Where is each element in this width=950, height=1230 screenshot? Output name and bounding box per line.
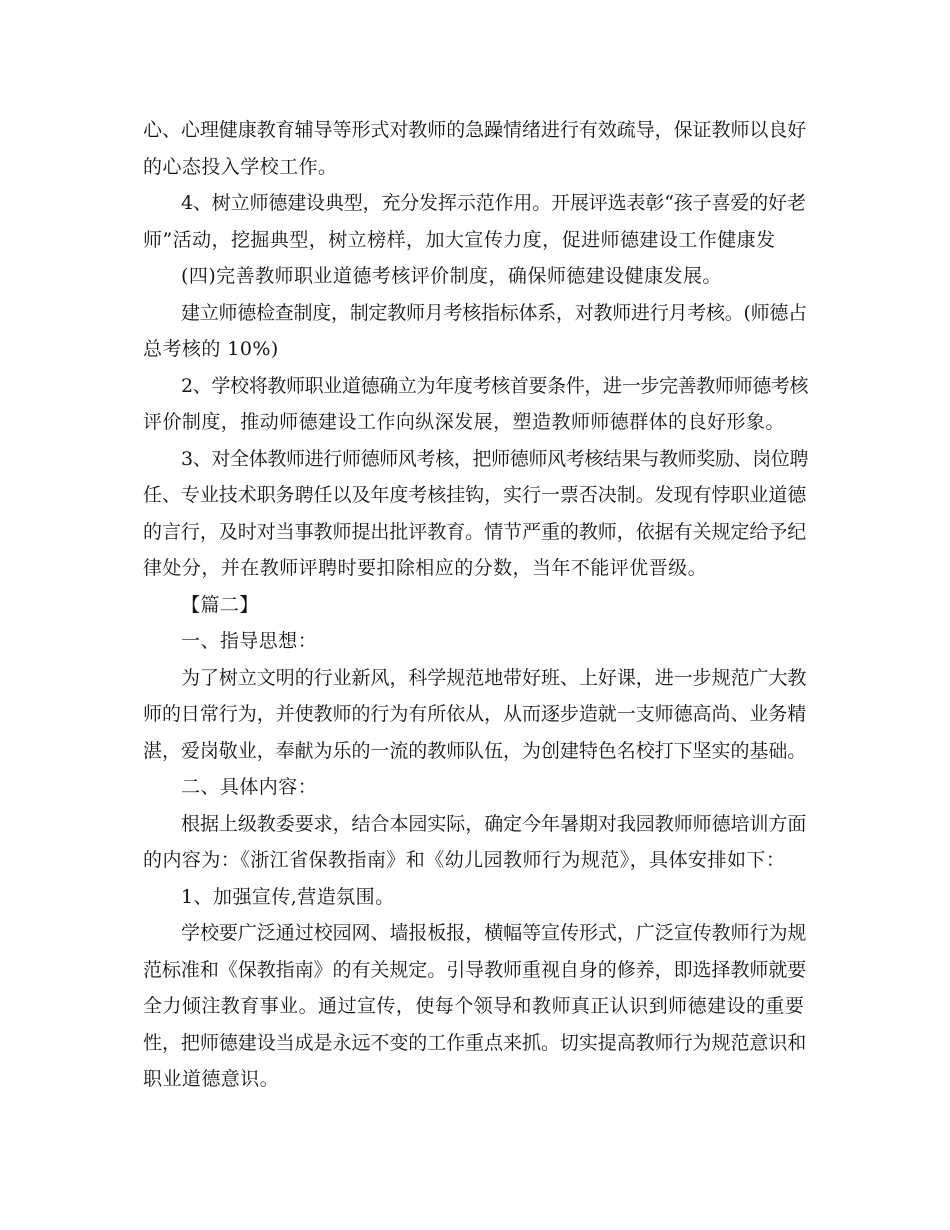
text-line: 为了树立文明的行业新风，科学规范地带好班、上好课，进一步规范广大教 bbox=[181, 666, 807, 689]
text-line: 职业道德意识。 bbox=[143, 1068, 280, 1090]
text-line: 一、指导思想： bbox=[181, 630, 318, 652]
text-line: 总考核的 10%) bbox=[143, 338, 279, 360]
text-line: 范标准和《保教指南》的有关规定。引导教师重视自身的修养，即选择教师就要 bbox=[143, 958, 807, 981]
text-line: 【篇二】 bbox=[181, 593, 259, 616]
text-line: 性，把师德建设当成是永远不变的工作重点来抓。切实提高教师行为规范意识和 bbox=[143, 1031, 807, 1054]
text-line: 任、专业技术职务聘任以及年度考核挂钩，实行一票否决制。发现有悖职业道德 bbox=[143, 484, 807, 506]
text-line: 评价制度，推动师德建设工作向纵深发展，塑造教师师德群体的良好形象。 bbox=[143, 411, 785, 433]
text-line: 二、具体内容： bbox=[181, 776, 318, 798]
text-line: 全力倾注教育事业。通过宣传，使每个领导和教师真正认识到师德建设的重要 bbox=[143, 995, 805, 1017]
text-line: 的言行，及时对当事教师提出批评教育。情节严重的教师，依据有关规定给予纪 bbox=[143, 520, 807, 543]
text-line: 师”活动，挖掘典型，树立榜样，加大宣传力度，促进师德建设工作健康发 bbox=[143, 228, 776, 251]
text-line: 师的日常行为，并使教师的行为有所依从，从而逐步造就一支师德高尚、业务精 bbox=[143, 703, 807, 725]
text-line: 根据上级教委要求，结合本园实际，确定今年暑期对我园教师师德培训方面 bbox=[181, 812, 807, 835]
document-text-body bbox=[143, 112, 808, 1098]
text-line: 律处分，并在教师评聘时要扣除相应的分数，当年不能评优晋级。 bbox=[143, 557, 708, 579]
text-line: 的内容为：《浙江省保教指南》和《幼儿园教师行为规范》，具体安排如下： bbox=[143, 849, 786, 871]
text-line: 学校要广泛通过校园网、墙报板报，横幅等宣传形式，广泛宣传教师行为规 bbox=[181, 922, 807, 944]
text-line: 建立师德检查制度，制定教师月考核指标体系，对教师进行月考核。(师德占 bbox=[181, 301, 807, 324]
text-line: (四)完善教师职业道德考核评价制度，确保师德建设健康发展。 bbox=[181, 265, 722, 287]
text-line: 的心态投入学校工作。 bbox=[143, 155, 338, 178]
text-line: 心、心理健康教育辅导等形式对教师的急躁情绪进行有效疏导，保证教师以良好 bbox=[143, 119, 807, 141]
text-line: 2、学校将教师职业道德确立为年度考核首要条件，进一步完善教师师德考核 bbox=[181, 374, 809, 397]
text-line: 4、树立师德建设典型，充分发挥示范作用。开展评选表彰“孩子喜爱的好老 bbox=[181, 192, 806, 214]
text-line: 湛，爱岗敬业，奉献为乐的一流的教师队伍，为创建特色名校打下坚实的基础。 bbox=[143, 739, 807, 762]
text-line: 1、加强宣传,营造氛围。 bbox=[181, 885, 395, 908]
text-line: 3、对全体教师进行师德师风考核，把师德师风考核结果与教师奖励、岗位聘 bbox=[181, 447, 809, 470]
